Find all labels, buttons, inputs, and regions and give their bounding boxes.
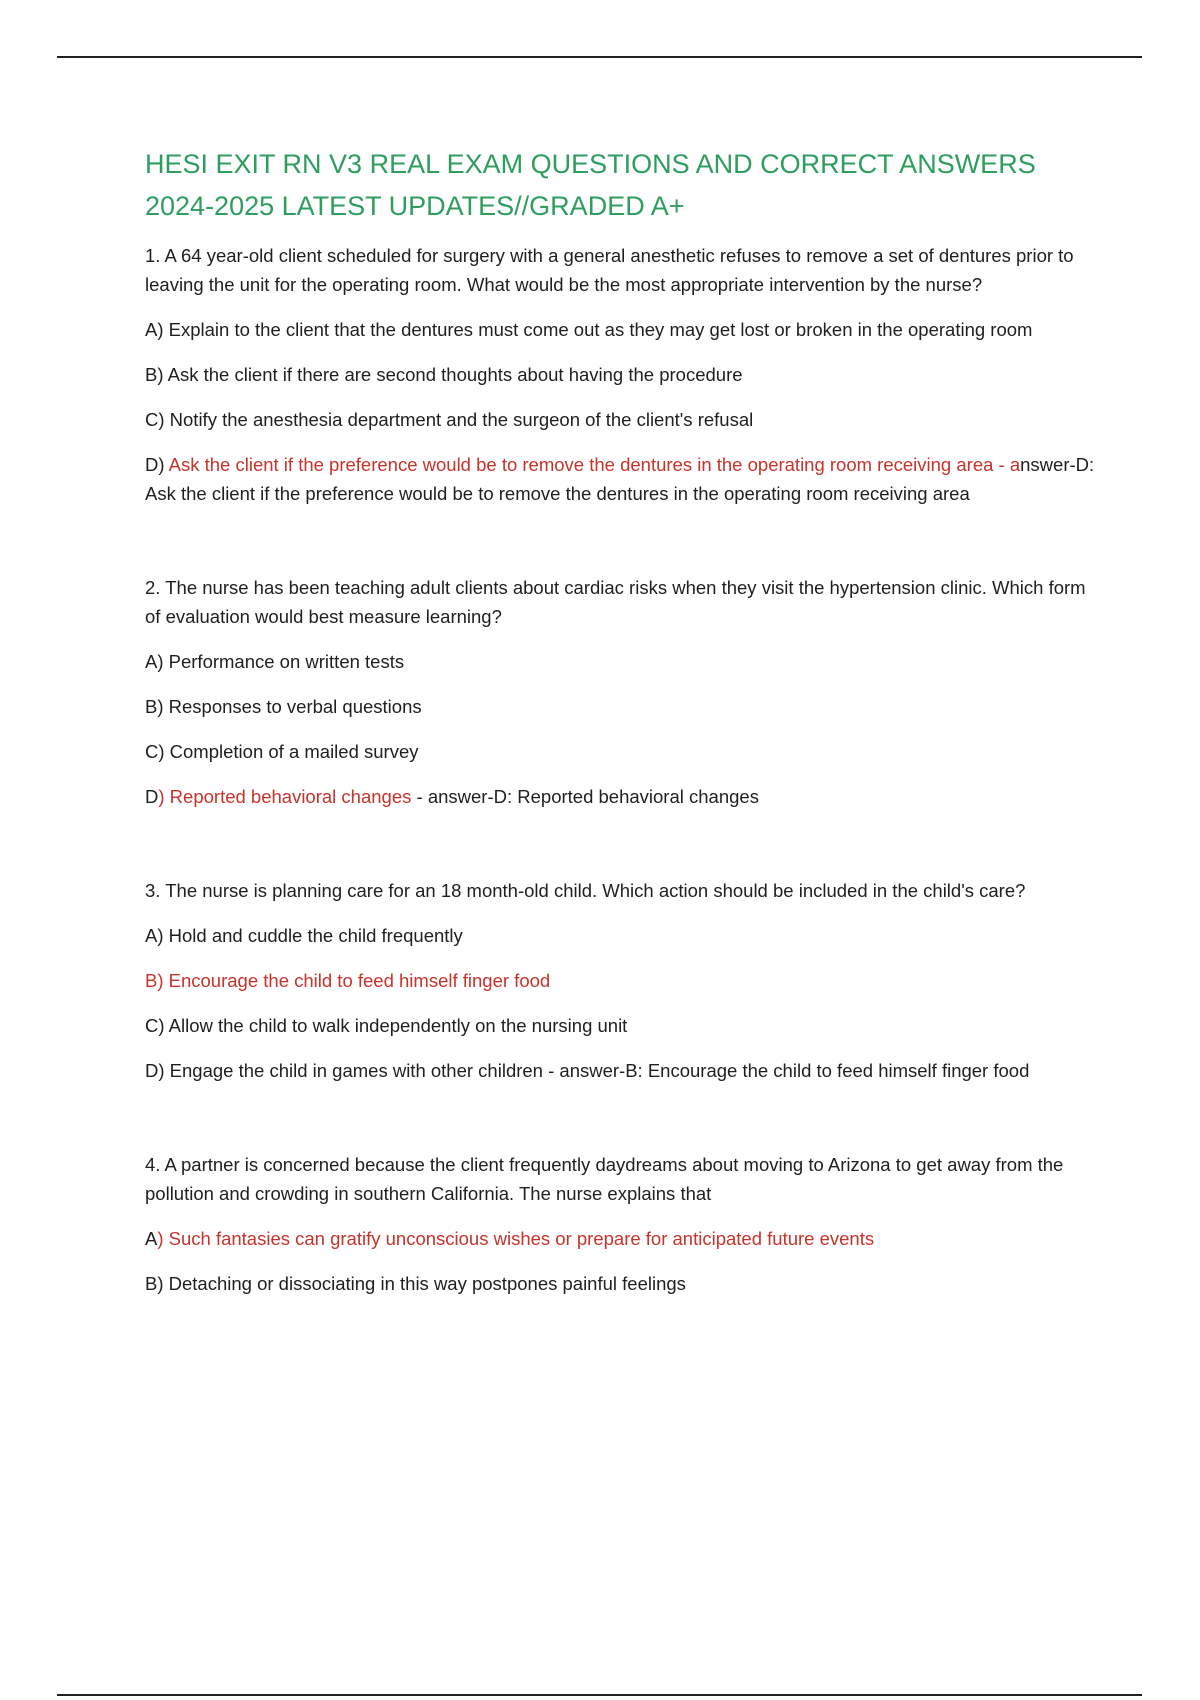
option-b: B) Ask the client if there are second thoughts about having the procedure	[145, 364, 743, 385]
title-line-1: HESI EXIT RN V3 REAL EXAM QUESTIONS AND CORRECT ANSWERS	[145, 149, 1036, 179]
option-d	[145, 782, 1095, 811]
question-4	[145, 1150, 1095, 1298]
option-d: D) Engage the child in games with other children - answer-B: Encourage the child to feed himself finger food	[145, 1060, 1030, 1081]
option-d-prefix: D)	[145, 454, 169, 475]
question-2	[145, 573, 1095, 811]
option-c: C) Completion of a mailed survey	[145, 741, 419, 762]
option-d	[145, 450, 1095, 508]
spacer	[145, 1101, 1095, 1150]
option-d-prefix: D	[145, 786, 159, 807]
highlighted-answer: ) Such fantasies can gratify unconscious wishes or prepare for anticipated future events	[157, 1228, 875, 1249]
question-stem: 2. The nurse has been teaching adult clients about cardiac risks when they visit the hypertension clinic. Which form of evaluation would best measure learning?	[145, 577, 1086, 627]
highlighted-answer: ) Reported behavioral changes	[158, 786, 412, 807]
title-line-2: 2024-2025 LATEST UPDATES//GRADED A+	[145, 191, 685, 221]
question-1	[145, 241, 1095, 508]
option-b: B) Detaching or dissociating in this way postpones painful feelings	[145, 1273, 686, 1294]
spacer	[145, 524, 1095, 573]
option-c: C) Notify the anesthesia department and the surgeon of the client's refusal	[145, 409, 754, 430]
highlighted-answer: Ask the client if the preference would be to remove the dentures in the operating room receiving area - a	[168, 454, 1021, 475]
option-b-highlighted: B) Encourage the child to feed himself finger food	[145, 970, 551, 991]
top-rule	[57, 56, 1142, 58]
option-a-prefix: A	[145, 1228, 158, 1249]
question-stem: 4. A partner is concerned because the client frequently daydreams about moving to Arizona to get away from the pollution and crowding in southern California. The nurse explains that	[145, 1154, 1064, 1204]
answer-key: - answer-D: Reported behavioral changes	[411, 786, 759, 807]
document-body	[145, 143, 1095, 1314]
document-title	[145, 143, 1095, 227]
bottom-rule	[57, 1694, 1142, 1696]
option-b: B) Responses to verbal questions	[145, 696, 422, 717]
option-a	[145, 1224, 1095, 1253]
option-c: C) Allow the child to walk independently on the nursing unit	[145, 1015, 628, 1036]
answer-key: nswer-D: Ask the client if the preference would be to remove the dentures in the operating room receiving area	[145, 454, 1095, 504]
question-stem: 3. The nurse is planning care for an 18 month-old child. Which action should be included in the child's care?	[145, 880, 1026, 901]
option-a: A) Explain to the client that the dentures must come out as they may get lost or broken in the operating room	[145, 319, 1033, 340]
spacer	[145, 827, 1095, 876]
question-3	[145, 876, 1095, 1085]
option-a: A) Performance on written tests	[145, 651, 405, 672]
option-a: A) Hold and cuddle the child frequently	[145, 925, 463, 946]
question-stem: 1. A 64 year-old client scheduled for surgery with a general anesthetic refuses to remove a set of dentures prior to leaving the unit for the operating room. What would be the most appropriate intervention by the nurse?	[145, 245, 1074, 295]
